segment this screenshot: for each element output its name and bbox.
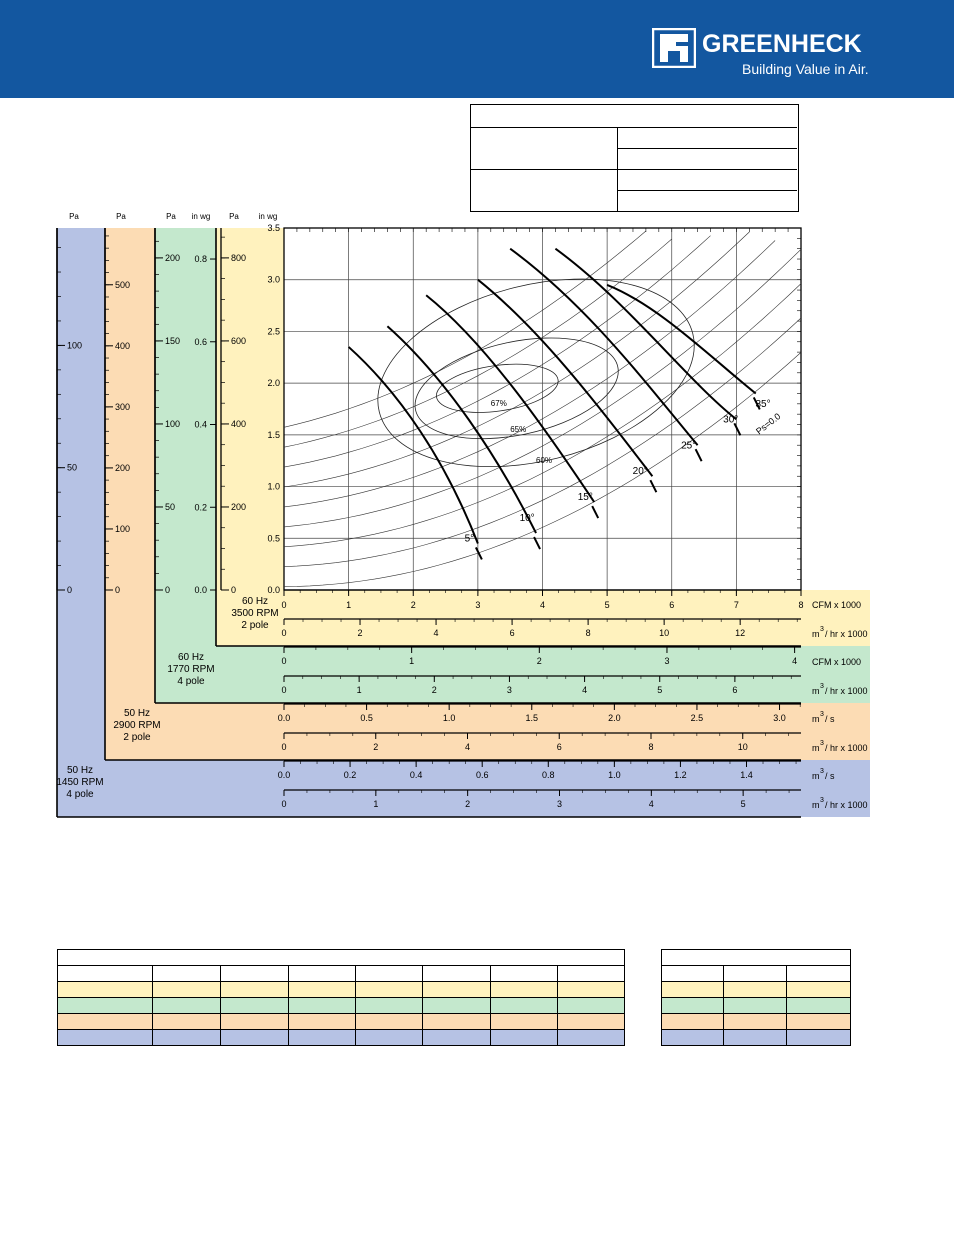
left-axis-tick-label: 0.8 xyxy=(194,254,207,265)
left-axis-tick-label: 1.0 xyxy=(267,481,280,492)
table-cell xyxy=(787,998,851,1014)
table-column-cell xyxy=(153,966,221,982)
bottom-axis-unit: m xyxy=(812,743,820,753)
table-cell xyxy=(289,1030,356,1046)
bottom-axis-unit-rest: / hr x 1000 xyxy=(825,800,868,810)
left-axis-tick-label: 2.5 xyxy=(267,326,280,337)
bottom-axis-unit-rest: / hr x 1000 xyxy=(825,743,868,753)
left-axis-unit: Pa xyxy=(69,212,79,221)
table-cell xyxy=(356,998,423,1014)
bottom-axis-unit-rest: / hr x 1000 xyxy=(825,686,868,696)
x-tick-label: 1 xyxy=(346,600,352,610)
table-cell xyxy=(221,1030,289,1046)
bottom-axis-tick-label: 3 xyxy=(506,685,512,695)
x-tick-label: 0 xyxy=(281,600,287,610)
performance-table-right xyxy=(661,949,851,1046)
table-header-cell xyxy=(58,950,625,966)
bottom-axis-unit-sup: 3 xyxy=(820,768,824,775)
left-axis-tick-label: 0.0 xyxy=(194,585,207,595)
table-cell xyxy=(558,982,625,998)
left-axis-tick-label: 600 xyxy=(231,335,247,346)
bottom-axis-tick-label: 2 xyxy=(536,656,542,666)
bottom-axis-tick-label: 4 xyxy=(648,799,654,809)
bottom-axis-tick-label: 1.0 xyxy=(442,713,456,723)
table-row xyxy=(662,982,851,998)
left-axis-tick-label: 400 xyxy=(231,418,247,429)
blade-angle-label: 10° xyxy=(519,512,535,524)
band-pole-label: 4 pole xyxy=(66,789,94,800)
table-row xyxy=(662,998,851,1014)
band-pole-label: 2 pole xyxy=(241,620,269,631)
blade-angle-label: 30° xyxy=(723,414,739,426)
table-cell xyxy=(356,1014,423,1030)
bottom-axis-unit: CFM x 1000 xyxy=(812,600,862,610)
left-axis-tick-label: 200 xyxy=(231,501,247,512)
table-column-cell xyxy=(491,966,558,982)
bottom-axis-tick-label: 0.4 xyxy=(409,770,423,780)
bottom-axis-tick-label: 8 xyxy=(585,628,591,638)
bottom-axis-unit-sup: 3 xyxy=(820,626,824,633)
bottom-axis-tick-label: 8 xyxy=(648,742,654,752)
bottom-axis-tick-label: 3 xyxy=(556,799,562,809)
left-axis-tick-label: 0.4 xyxy=(194,419,207,430)
left-axis-tick-label: 2.0 xyxy=(267,378,280,389)
bottom-axis-tick-label: 12 xyxy=(735,628,746,638)
bottom-axis-unit: m xyxy=(812,686,820,696)
left-axis-tick-label: 0 xyxy=(165,585,171,595)
bottom-axis-tick-label: 2 xyxy=(373,742,379,752)
band-pole-label: 4 pole xyxy=(177,676,205,687)
left-axis-tick-label: 0.6 xyxy=(194,336,207,347)
bottom-axis-tick-label: 10 xyxy=(737,742,748,752)
left-axis-tick-label: 0 xyxy=(67,585,73,595)
left-axis-unit: Pa xyxy=(166,212,176,221)
table-row xyxy=(58,1030,625,1046)
x-tick-label: 4 xyxy=(539,600,546,610)
blade-angle-label: 20° xyxy=(632,466,648,478)
performance-table-left xyxy=(57,949,625,1046)
table-cell xyxy=(491,998,558,1014)
bottom-axis-tick-label: 0 xyxy=(281,799,287,809)
left-axis-tick-label: 1.5 xyxy=(267,429,280,440)
left-axis-tick-label: 3.0 xyxy=(267,274,280,285)
bottom-axis-tick-label: 6 xyxy=(556,742,562,752)
left-axis-tick-label: 0.2 xyxy=(194,502,207,513)
bottom-axis-tick-label: 1.2 xyxy=(674,770,687,780)
x-tick-label: 8 xyxy=(798,600,804,610)
left-axis-tick-label: 400 xyxy=(115,340,131,351)
efficiency-label: 67% xyxy=(490,398,507,408)
table-row xyxy=(58,1014,625,1030)
x-tick-label: 6 xyxy=(669,600,675,610)
table-column-cell xyxy=(58,966,153,982)
bottom-axis-tick-label: 0.6 xyxy=(475,770,489,780)
efficiency-label: 65% xyxy=(510,424,527,434)
bottom-axis-tick-label: 3.0 xyxy=(773,713,786,723)
blade-angle-label: 15° xyxy=(577,492,593,504)
bottom-axis-unit-rest: / s xyxy=(825,714,835,724)
bottom-axis-tick-label: 0.2 xyxy=(343,770,357,780)
table-cell xyxy=(58,1014,153,1030)
left-axis-tick-label: 50 xyxy=(67,462,78,473)
bottom-axis-unit-sup: 3 xyxy=(820,711,824,718)
band-rpm-label: 3500 RPM xyxy=(231,608,279,619)
left-axis-tick-label: 50 xyxy=(165,501,176,512)
table-cell xyxy=(787,982,851,998)
table-cell xyxy=(423,1014,491,1030)
bottom-axis-tick-label: 5 xyxy=(740,799,746,809)
bottom-axis-tick-label: 0 xyxy=(281,656,287,666)
bottom-axis-tick-label: 5 xyxy=(657,685,663,695)
table-column-cell xyxy=(662,966,724,982)
bottom-axis-unit-sup: 3 xyxy=(820,740,824,747)
bottom-axis-unit-rest: / s xyxy=(825,771,835,781)
table-cell xyxy=(356,1030,423,1046)
left-axis-tick-label: 100 xyxy=(115,523,131,534)
left-axis-tick-label: 100 xyxy=(67,340,83,351)
bottom-axis-tick-label: 1.5 xyxy=(525,713,539,723)
bottom-axis-tick-label: 1.0 xyxy=(608,770,621,780)
left-axis-unit: Pa xyxy=(116,212,126,221)
bottom-axis-tick-label: 2.5 xyxy=(690,713,704,723)
table-cell xyxy=(723,1014,787,1030)
bottom-axis-tick-label: 6 xyxy=(732,685,738,695)
left-axis-tick-label: 500 xyxy=(115,279,131,290)
bottom-axis-unit: m xyxy=(812,629,820,639)
table-cell xyxy=(153,982,221,998)
bottom-axis-tick-label: 0 xyxy=(281,685,287,695)
table-cell xyxy=(356,982,423,998)
band-rpm-label: 1770 RPM xyxy=(167,664,215,675)
table-cell xyxy=(662,998,724,1014)
left-axis-unit: in wg xyxy=(258,212,278,221)
bottom-axis-tick-label: 1 xyxy=(409,656,415,666)
left-axis-tick-label: 200 xyxy=(165,252,181,263)
bottom-axis-tick-label: 2 xyxy=(357,628,363,638)
table-cell xyxy=(491,1030,558,1046)
table-cell xyxy=(221,1014,289,1030)
table-header-cell xyxy=(662,950,851,966)
table-row xyxy=(58,982,625,998)
bottom-axis-unit-rest: / hr x 1000 xyxy=(825,629,868,639)
table-cell xyxy=(558,1014,625,1030)
table-cell xyxy=(723,1030,787,1046)
bottom-axis-unit: m xyxy=(812,800,820,810)
table-cell xyxy=(662,1014,724,1030)
table-cell xyxy=(153,1014,221,1030)
left-axis-unit: in wg xyxy=(191,212,211,221)
table-cell xyxy=(153,998,221,1014)
bottom-axis-unit: m xyxy=(812,771,820,781)
bottom-axis-tick-label: 0.5 xyxy=(360,713,373,723)
table-cell xyxy=(423,1030,491,1046)
table-cell xyxy=(58,998,153,1014)
ps-annotation: Ps=0.0 xyxy=(754,411,783,437)
efficiency-label: 60% xyxy=(536,455,553,465)
bottom-axis-unit: m xyxy=(812,714,820,724)
table-column-cell xyxy=(356,966,423,982)
table-column-cell xyxy=(787,966,851,982)
table-cell xyxy=(58,1030,153,1046)
table-cell xyxy=(58,982,153,998)
table-cell xyxy=(662,1030,724,1046)
bottom-axis-tick-label: 4 xyxy=(464,742,471,752)
left-axis-tick-label: 0 xyxy=(231,585,237,595)
band-rpm-label: 2900 RPM xyxy=(113,720,161,731)
bottom-axis-tick-label: 3 xyxy=(664,656,670,666)
brand-name: GREENHECK xyxy=(702,30,862,58)
bottom-axis-tick-label: 0 xyxy=(281,742,287,752)
left-axis-tick-label: 0.0 xyxy=(267,585,280,595)
left-axis-tick-label: 0.5 xyxy=(267,533,280,544)
table-cell xyxy=(423,998,491,1014)
brand-tagline: Building Value in Air. xyxy=(742,61,869,77)
plot-background xyxy=(284,228,870,590)
bottom-axis-tick-label: 6 xyxy=(509,628,515,638)
table-column-cell xyxy=(289,966,356,982)
table-cell xyxy=(787,1014,851,1030)
x-tick-label: 3 xyxy=(475,600,481,610)
bottom-axis-tick-label: 2 xyxy=(431,685,437,695)
left-axis-tick-label: 800 xyxy=(231,252,247,263)
left-axis-tick-label: 300 xyxy=(115,401,131,412)
x-tick-label: 2 xyxy=(410,600,416,610)
bottom-axis-tick-label: 0.0 xyxy=(277,770,291,780)
table-cell xyxy=(558,998,625,1014)
band-frequency-label: 50 Hz xyxy=(123,708,151,719)
x-tick-label: 7 xyxy=(733,600,739,610)
table-column-cell xyxy=(423,966,491,982)
bottom-axis-tick-label: 0.8 xyxy=(542,770,555,780)
band-rpm-label: 1450 RPM xyxy=(56,777,104,788)
table-cell xyxy=(491,982,558,998)
bottom-axis-tick-label: 2 xyxy=(465,799,471,809)
table-cell xyxy=(289,982,356,998)
band-frequency-label: 50 Hz xyxy=(66,765,94,776)
table-row xyxy=(58,998,625,1014)
table-cell xyxy=(558,1030,625,1046)
bottom-axis-unit: CFM x 1000 xyxy=(812,657,862,667)
left-axis-tick-label: 0 xyxy=(115,585,121,595)
table-column-cell xyxy=(723,966,787,982)
blade-angle-label: 35° xyxy=(755,399,771,410)
table-column-cell xyxy=(558,966,625,982)
table-cell xyxy=(662,982,724,998)
table-cell xyxy=(221,982,289,998)
left-axis-tick-label: 3.5 xyxy=(267,223,280,233)
bottom-axis-tick-label: 4 xyxy=(582,685,588,695)
left-axis-tick-label: 100 xyxy=(165,418,181,429)
bottom-axis-tick-label: 1 xyxy=(356,685,362,695)
table-cell xyxy=(491,1014,558,1030)
table-cell xyxy=(221,998,289,1014)
bottom-axis-tick-label: 2.0 xyxy=(608,713,621,723)
table-cell xyxy=(153,1030,221,1046)
bottom-axis-unit-sup: 3 xyxy=(820,683,824,690)
x-tick-label: 5 xyxy=(604,600,610,610)
left-axis-tick-label: 150 xyxy=(165,335,181,346)
table-cell xyxy=(723,982,787,998)
table-row xyxy=(662,1014,851,1030)
table-cell xyxy=(289,1014,356,1030)
bottom-axis-tick-label: 1 xyxy=(373,799,379,809)
bottom-axis-tick-label: 10 xyxy=(659,628,670,638)
table-row xyxy=(662,1030,851,1046)
table-cell xyxy=(787,1030,851,1046)
table-cell xyxy=(423,982,491,998)
bottom-axis-tick-label: 4 xyxy=(792,656,798,666)
band-frequency-label: 60 Hz xyxy=(177,652,205,663)
band-pole-label: 2 pole xyxy=(123,732,151,743)
table-cell xyxy=(723,998,787,1014)
bottom-axis-unit-sup: 3 xyxy=(820,797,824,804)
band-frequency-label: 60 Hz xyxy=(241,596,269,607)
blade-angle-label: 5° xyxy=(464,533,475,545)
left-axis-unit: Pa xyxy=(229,212,239,221)
bottom-axis-tick-label: 0.0 xyxy=(277,713,291,723)
bottom-axis-tick-label: 0 xyxy=(281,628,287,638)
table-cell xyxy=(289,998,356,1014)
left-axis-tick-label: 200 xyxy=(115,462,131,473)
bottom-axis-tick-label: 4 xyxy=(433,628,439,638)
bottom-axis-tick-label: 1.4 xyxy=(740,770,753,780)
table-column-cell xyxy=(221,966,289,982)
blade-angle-label: 25° xyxy=(681,440,697,452)
